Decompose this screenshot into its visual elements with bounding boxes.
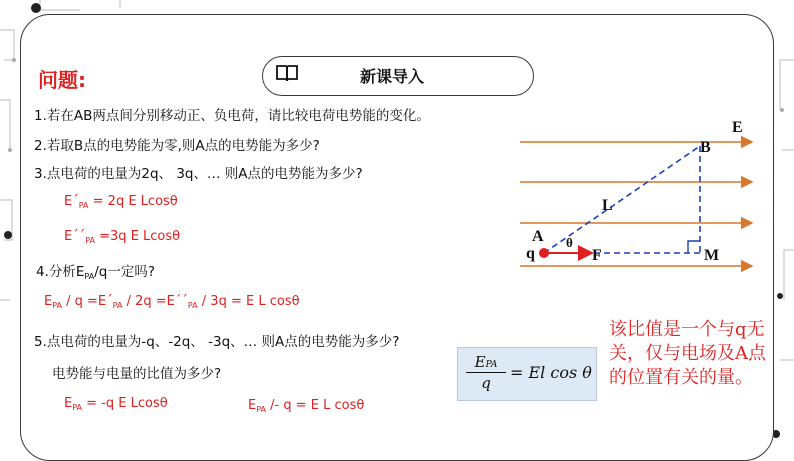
- conclusion-note: 该比值是一个与q无关，仅与电场及A点的位置有关的量。: [609, 319, 766, 388]
- label-q: q: [526, 245, 535, 262]
- answer-5-line-1: $E_{PA} = -q$ E Lcosθ: [64, 396, 168, 412]
- question-1: 1.若在AB两点间分别移动正、负电荷，请比较电荷电势能的变化。: [34, 108, 430, 124]
- question-heading: 问题:: [38, 68, 86, 92]
- charge-q: [539, 248, 549, 258]
- label-B: B: [700, 139, 711, 156]
- answer-5-line-2: $E_{PA} /- q = E$ L cosθ: [248, 398, 365, 414]
- label-theta: θ: [566, 235, 573, 250]
- right-angle-mark: [688, 241, 700, 253]
- answer-4: $E_{PA}$ / $q =E´_{PA} / 2q$ $=E´´_{PA} / 3q = E$ L cosθ: [44, 294, 300, 310]
- ratio-formula: [457, 347, 597, 401]
- answer-3-line-1: $E´_{PA} = 2q$ E Lcosθ: [64, 194, 178, 210]
- electric-field-diagram: [520, 110, 765, 275]
- label-A: A: [532, 228, 544, 245]
- question-3: 3.点电荷的电量为2q、 3q、… 则A点的电势能为多少?: [34, 166, 363, 182]
- formula-rhs: = El cos θ: [510, 363, 592, 382]
- label-L: L: [602, 197, 613, 214]
- question-2: 2.若取B点的电势能为零,则A点的电势能为多少?: [34, 138, 320, 154]
- label-E: E: [732, 119, 743, 136]
- book-icon: [276, 64, 298, 82]
- question-4: 4.分析$E_{PA}/q$一定吗?: [36, 264, 156, 281]
- formula-fraction: EPA q: [466, 353, 506, 392]
- label-M: M: [704, 247, 720, 264]
- answer-3-line-2: $E´´_{PA} =3q$ E Lcosθ: [64, 229, 181, 245]
- label-F: F: [592, 247, 602, 264]
- question-5-follow: 电势能与电量的比值为多少?: [52, 366, 222, 382]
- question-5: 5.点电荷的电量为-q、-2q、 -3q、… 则A点的电势能为多少?: [34, 334, 400, 350]
- slide-title: 新课导入: [360, 67, 425, 86]
